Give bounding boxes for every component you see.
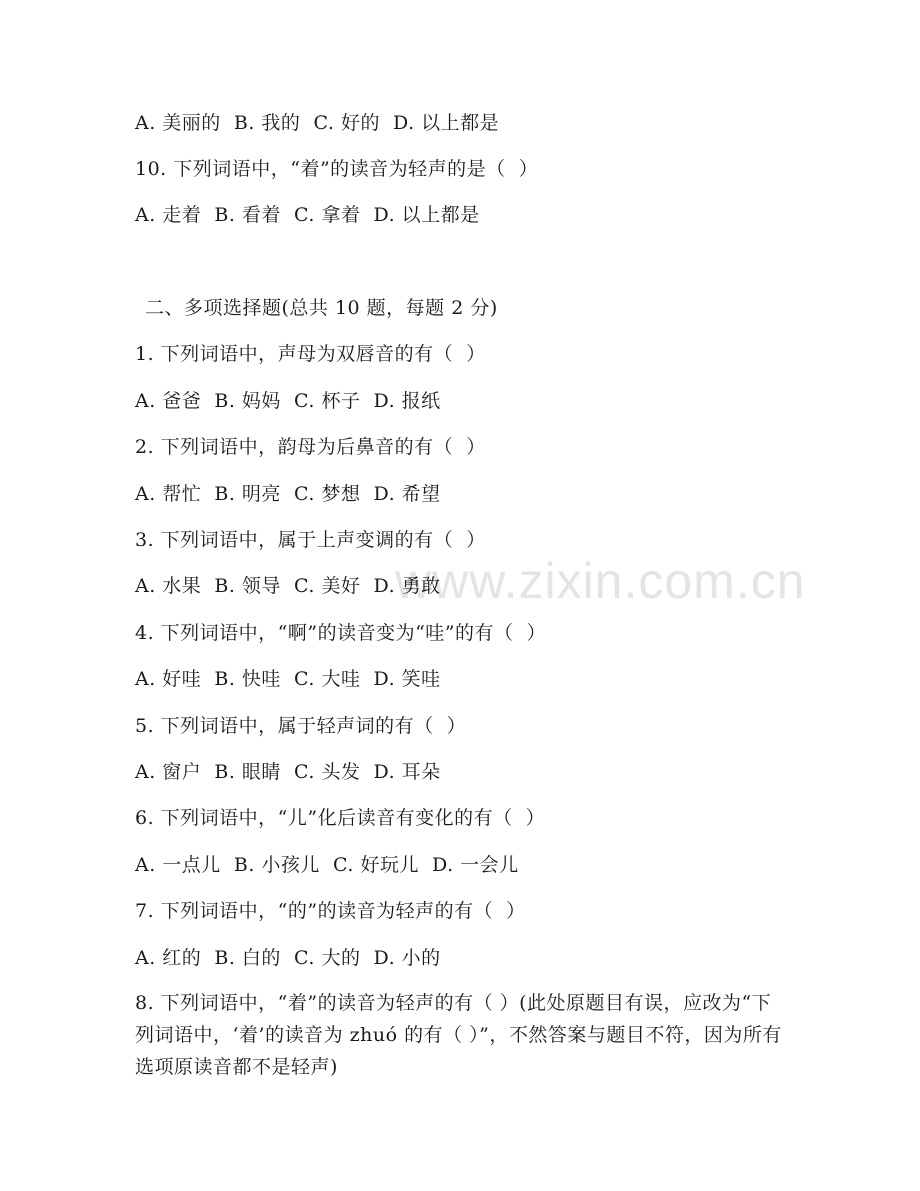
q10-options: A. 走着 B. 看着 C. 拿着 D. 以上都是 <box>135 204 480 226</box>
mq7-options: A. 红的 B. 白的 C. 大的 D. 小的 <box>135 947 441 969</box>
mq6-question: 6. 下列词语中，“儿”化后读音有变化的有（ ） <box>135 807 546 829</box>
mq5-options: A. 窗户 B. 眼睛 C. 头发 D. 耳朵 <box>135 761 441 783</box>
mq3-question: 3. 下列词语中，属于上声变调的有（ ） <box>135 529 486 551</box>
watermark: www.zixin.com.cn <box>395 553 806 609</box>
q9-options: A. 美丽的 B. 我的 C. 好的 D. 以上都是 <box>135 112 500 134</box>
mq3-options: A. 水果 B. 领导 C. 美好 D. 勇敢 <box>135 575 441 597</box>
mq2-question: 2. 下列词语中，韵母为后鼻音的有（ ） <box>135 436 486 458</box>
mq1-options: A. 爸爸 B. 妈妈 C. 杯子 D. 报纸 <box>135 390 441 412</box>
section-heading: 二、多项选择题(总共 10 题，每题 2 分) <box>145 297 498 319</box>
q10-question: 10. 下列词语中，“着”的读音为轻声的是（ ） <box>135 158 539 180</box>
mq8-question: 8. 下列词语中，“着”的读音为轻声的有（ ）(此处原题目有误，应改为“下列词语中，‘着’的读音为 zhuó 的有（ ）”，不然答案与题目不符，因为所有选项原读音都不是轻声) <box>135 992 782 1078</box>
mq4-question: 4. 下列词语中，“啊”的读音变为“哇”的有（ ） <box>135 622 547 644</box>
mq5-question: 5. 下列词语中，属于轻声词的有（ ） <box>135 715 467 737</box>
mq7-question: 7. 下列词语中，“的”的读音为轻声的有（ ） <box>135 900 526 922</box>
mq4-options: A. 好哇 B. 快哇 C. 大哇 D. 笑哇 <box>135 668 441 690</box>
mq2-options: A. 帮忙 B. 明亮 C. 梦想 D. 希望 <box>135 483 441 505</box>
mq6-options: A. 一点儿 B. 小孩儿 C. 好玩儿 D. 一会儿 <box>135 854 519 876</box>
mq1-question: 1. 下列词语中，声母为双唇音的有（ ） <box>135 343 486 365</box>
